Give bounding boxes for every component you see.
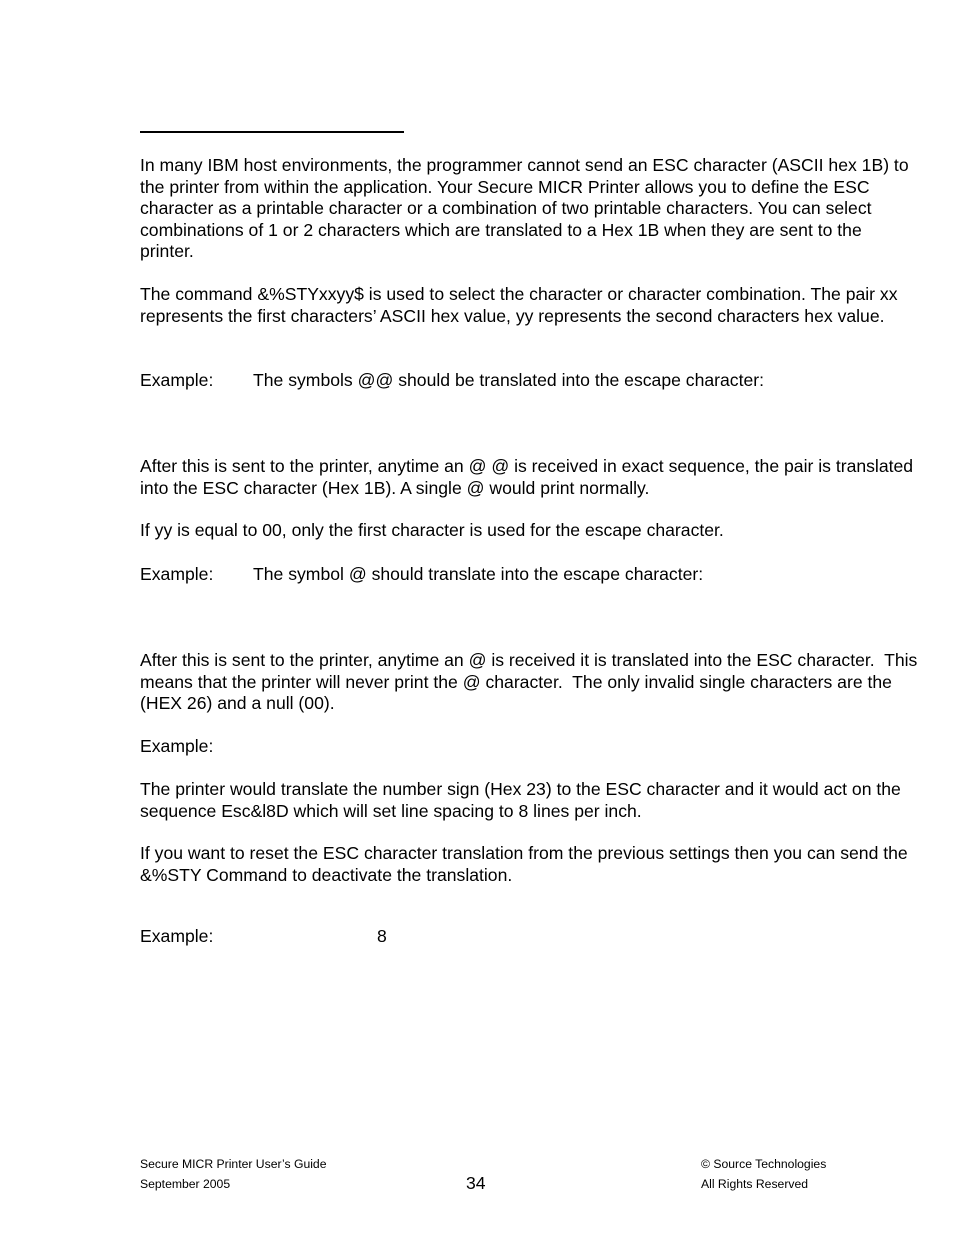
example-label: Example:: [140, 926, 214, 946]
example-value: 8: [377, 926, 387, 946]
paragraph-number-sign: The printer would translate the number sign (Hex 23) to the ESC character and it would act on the sequence Esc&l8D which will set line spacing to 8 lines per inch.: [140, 779, 901, 821]
example-label: Example:: [140, 370, 214, 390]
paragraph-pair-translation: After this is sent to the printer, anytime an @ @ is received in exact sequence, the pair is translated into the ESC character (Hex 1B). A single @ would print normally.: [140, 456, 914, 498]
page-number: 34: [466, 1173, 486, 1193]
paragraph-command: The command &%STYxxyy$ is used to select the character or character combination. The pair xx represents the first characters’ ASCII hex value, yy represents the second characters hex value.: [140, 284, 898, 326]
example-label: Example:: [140, 564, 214, 584]
example-text: The symbol @ should translate into the escape character:: [253, 564, 704, 584]
paragraph-single-char-rule: If yy is equal to 00, only the first character is used for the escape character.: [140, 520, 724, 540]
footer-date: September 2005: [140, 1177, 231, 1191]
example-label: Example:: [140, 736, 214, 756]
paragraph-reset: If you want to reset the ESC character translation from the previous settings then you can send the &%STY Command to deactivate the translation.: [140, 843, 908, 885]
example-text: The symbols @@ should be translated into the escape character:: [253, 370, 765, 390]
paragraph-single-translation: After this is sent to the printer, anytime an @ is received it is translated into the ESC character. This means that the printer will never print the @ character. The only invalid single characters are the (HEX 26) and a null (00).: [140, 650, 923, 713]
section-heading-rule: [140, 131, 404, 133]
footer-rights: All Rights Reserved: [701, 1177, 809, 1191]
footer-guide-title: Secure MICR Printer User’s Guide: [140, 1157, 327, 1171]
paragraph-intro: In many IBM host environments, the programmer cannot send an ESC character (ASCII hex 1B) to the printer from within the application. Your Secure MICR Printer allows you to define the ESC character as a printable character or a combination of two printable characters. You can select combinations of 1 or 2 characters which are translated to a Hex 1B when they are sent to the printer.: [140, 155, 909, 261]
footer-copyright: © Source Technologies: [701, 1157, 827, 1171]
